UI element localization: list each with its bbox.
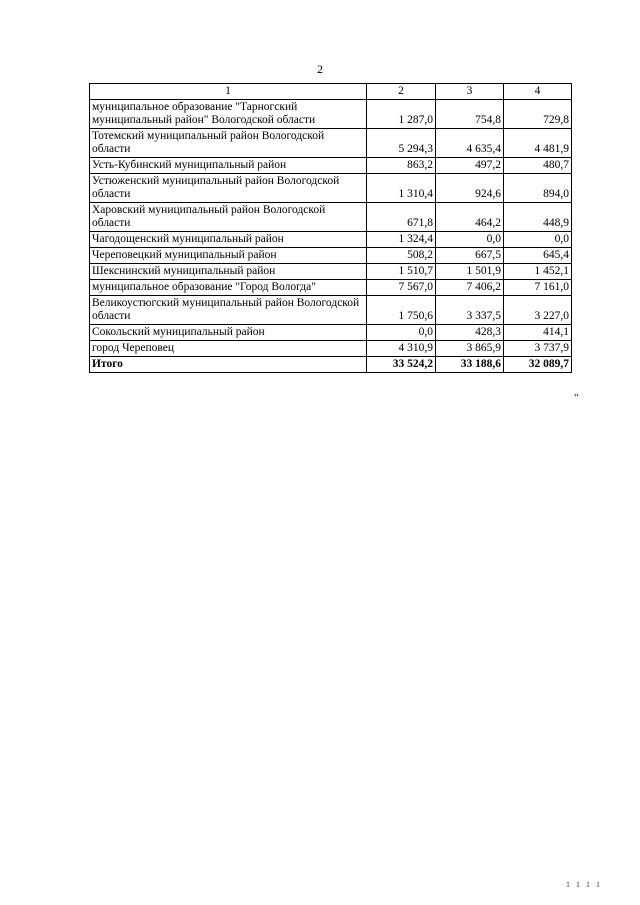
- row-value-col3: 667,5: [436, 248, 504, 264]
- row-value-col3: 497,2: [436, 158, 504, 174]
- row-name: Харовский муниципальный район Вологодской области: [90, 203, 367, 232]
- row-name: Устюженский муниципальный район Вологодской области: [90, 174, 367, 203]
- row-value-col4: 3 227,0: [504, 296, 572, 325]
- table-row: [90, 203, 572, 232]
- row-value-col2: 4 310,9: [367, 341, 436, 357]
- row-value-col2: 1 287,0: [367, 100, 436, 129]
- table-row: [90, 248, 572, 264]
- table-row: [90, 296, 572, 325]
- row-name: Великоустюгский муниципальный район Вологодской области: [90, 296, 367, 325]
- row-name: город Череповец: [90, 341, 367, 357]
- row-value-col2: 1 324,4: [367, 232, 436, 248]
- row-value-col3: 1 501,9: [436, 264, 504, 280]
- row-name: Тотемский муниципальный район Вологодской области: [90, 129, 367, 158]
- row-value-col2: 0,0: [367, 325, 436, 341]
- page-number: 2: [317, 62, 323, 76]
- row-name: Усть-Кубинский муниципальный район: [90, 158, 367, 174]
- row-value-col3: 428,3: [436, 325, 504, 341]
- row-name: Сокольский муниципальный район: [90, 325, 367, 341]
- total-value-col2: 33 524,2: [367, 357, 436, 373]
- row-value-col3: 3 865,9: [436, 341, 504, 357]
- row-value-col3: 0,0: [436, 232, 504, 248]
- row-value-col2: 1 310,4: [367, 174, 436, 203]
- table-row: [90, 232, 572, 248]
- row-value-col4: 4 481,9: [504, 129, 572, 158]
- column-header-3: 3: [436, 84, 504, 100]
- row-value-col3: 464,2: [436, 203, 504, 232]
- row-value-col2: 5 294,3: [367, 129, 436, 158]
- column-header-2: 2: [367, 84, 436, 100]
- table-header-row: [90, 84, 572, 100]
- row-value-col2: 863,2: [367, 158, 436, 174]
- row-name: Череповецкий муниципальный район: [90, 248, 367, 264]
- table-row: [90, 129, 572, 158]
- row-value-col4: 729,8: [504, 100, 572, 129]
- total-value-col4: 32 089,7: [504, 357, 572, 373]
- row-name: Чагодощенский муниципальный район: [90, 232, 367, 248]
- table-row: [90, 325, 572, 341]
- row-value-col4: 1 452,1: [504, 264, 572, 280]
- total-row: [90, 357, 572, 373]
- column-header-1: 1: [90, 84, 367, 100]
- row-name: муниципальное образование "Город Вологда": [90, 280, 367, 296]
- table-row: [90, 174, 572, 203]
- table-row: [90, 341, 572, 357]
- row-value-col2: 1 510,7: [367, 264, 436, 280]
- table-row: [90, 158, 572, 174]
- row-value-col4: 0,0: [504, 232, 572, 248]
- row-value-col4: 645,4: [504, 248, 572, 264]
- row-value-col2: 508,2: [367, 248, 436, 264]
- row-name: муниципальное образование "Тарногский муниципальный район" Вологодской области: [90, 100, 367, 129]
- closing-quote: ": [574, 392, 579, 404]
- column-header-4: 4: [504, 84, 572, 100]
- row-value-col2: 1 750,6: [367, 296, 436, 325]
- row-value-col4: 3 737,9: [504, 341, 572, 357]
- table-row: [90, 100, 572, 129]
- budget-table: [89, 83, 572, 373]
- row-value-col3: 3 337,5: [436, 296, 504, 325]
- row-value-col3: 754,8: [436, 100, 504, 129]
- row-value-col2: 7 567,0: [367, 280, 436, 296]
- row-value-col3: 924,6: [436, 174, 504, 203]
- row-value-col3: 7 406,2: [436, 280, 504, 296]
- footer-mark: 1 1 1 1: [566, 880, 602, 889]
- row-value-col4: 894,0: [504, 174, 572, 203]
- row-value-col4: 414,1: [504, 325, 572, 341]
- total-label: Итого: [90, 357, 367, 373]
- row-value-col4: 448,9: [504, 203, 572, 232]
- table-row: [90, 264, 572, 280]
- row-value-col3: 4 635,4: [436, 129, 504, 158]
- row-value-col4: 7 161,0: [504, 280, 572, 296]
- row-value-col4: 480,7: [504, 158, 572, 174]
- total-value-col3: 33 188,6: [436, 357, 504, 373]
- row-value-col2: 671,8: [367, 203, 436, 232]
- row-name: Шекснинский муниципальный район: [90, 264, 367, 280]
- table-row: [90, 280, 572, 296]
